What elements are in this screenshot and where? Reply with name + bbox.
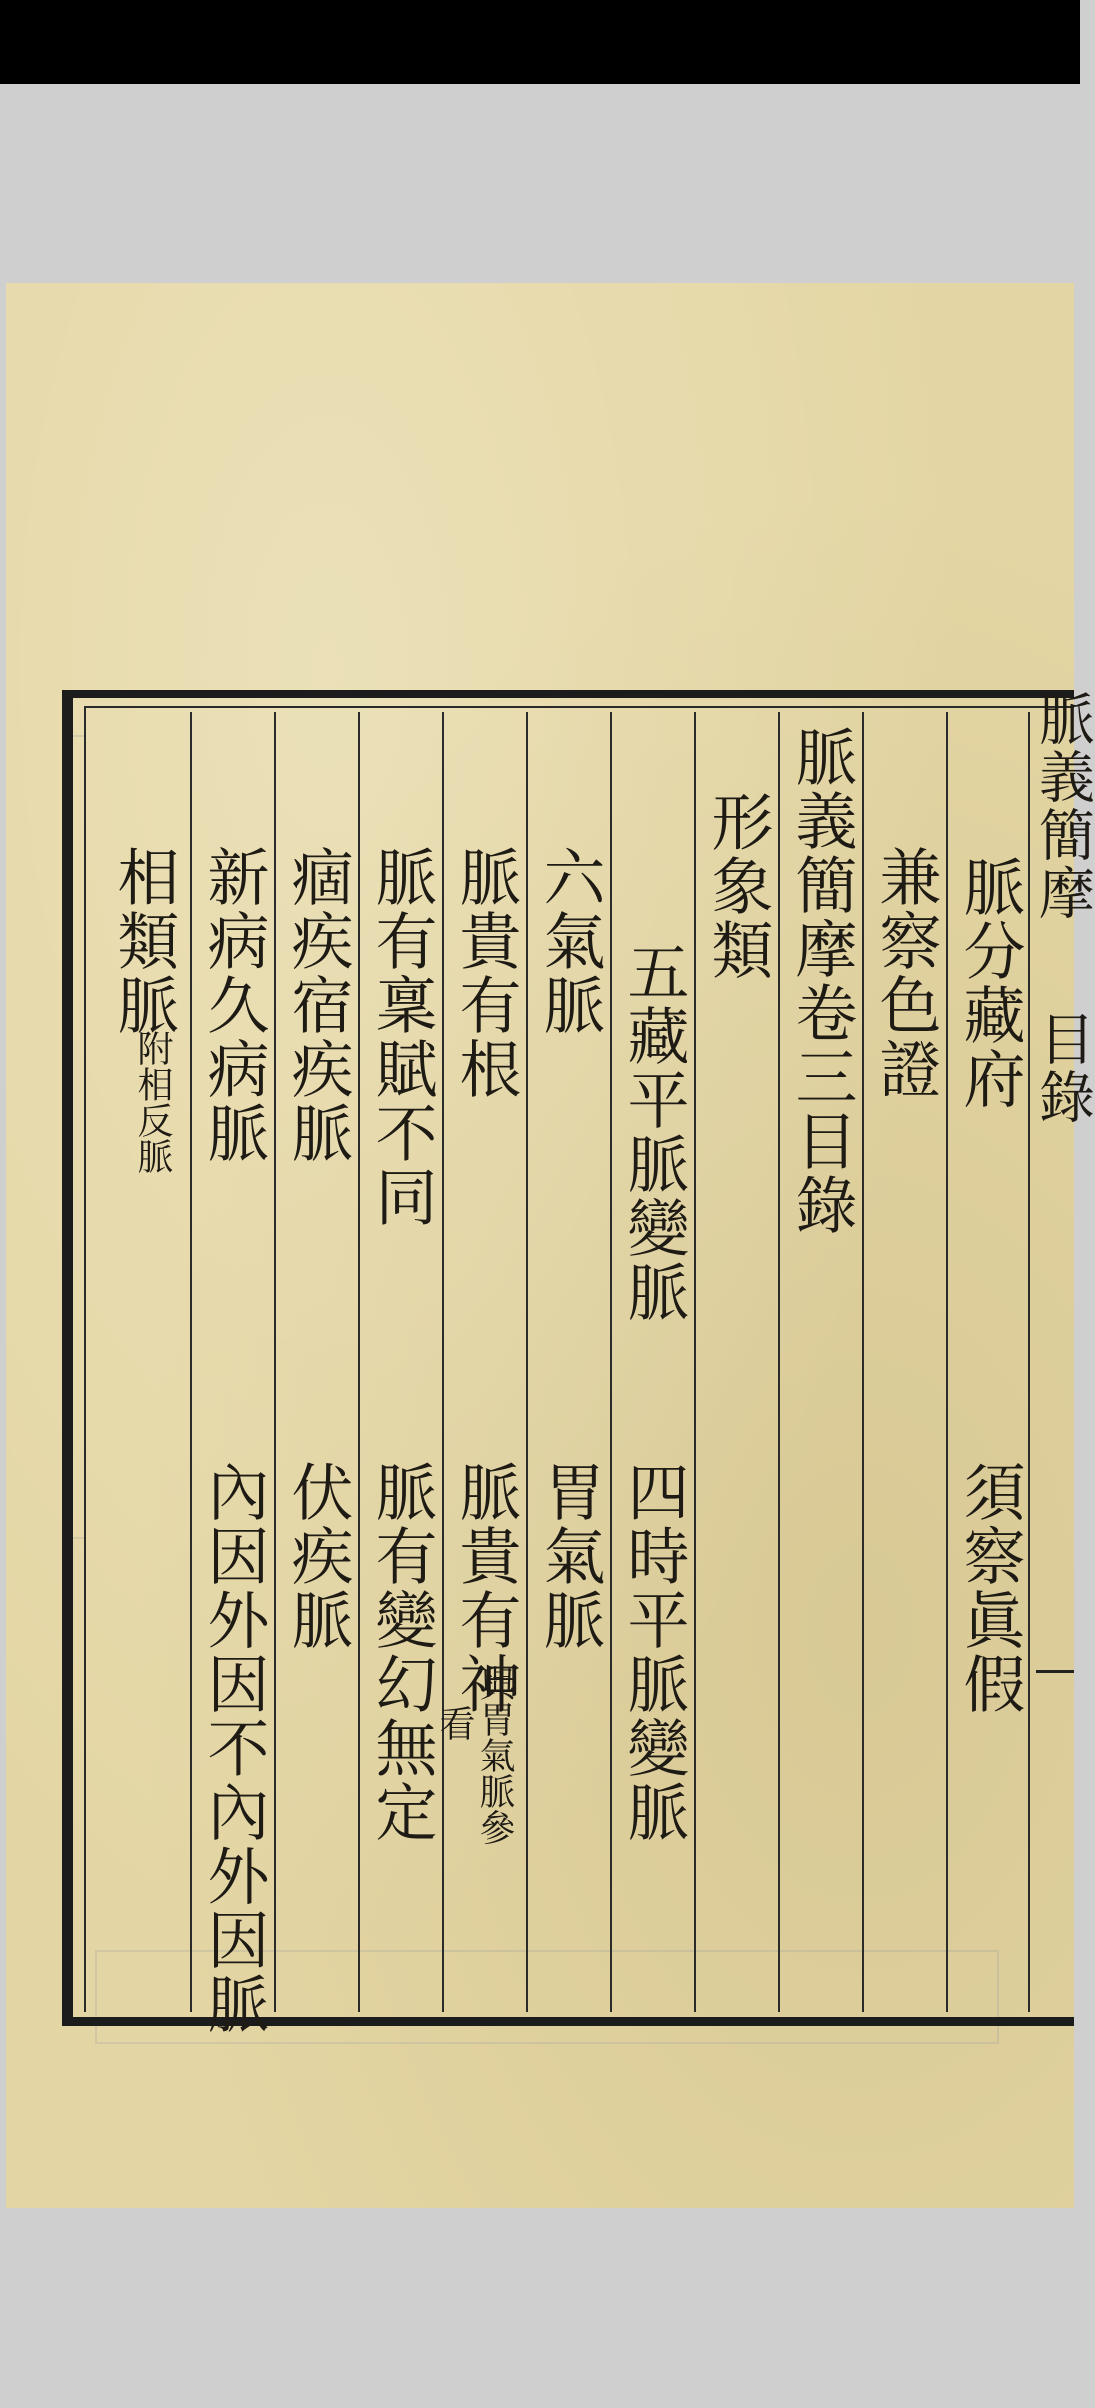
column-rule — [694, 712, 696, 2012]
column-rule — [274, 712, 276, 2012]
entry-similar-pulse: 相類脈 — [107, 845, 180, 1037]
column-rule — [526, 712, 528, 2012]
column-rule — [778, 712, 780, 2012]
column-rule — [442, 712, 444, 2012]
entry-hidden-disease-pulse: 伏疾脈 — [281, 1460, 354, 1652]
volume-title: 脈義簡摩卷三目錄 — [785, 725, 858, 1237]
column-rule — [946, 712, 948, 2012]
annotation-opposite-pulse: 附相反脈 — [132, 1030, 173, 1174]
status-bar — [0, 0, 1080, 84]
entry-endowment: 脈有稟賦不同 — [365, 845, 438, 1229]
book-title: 脈義簡摩 — [1030, 690, 1095, 922]
column-rule — [610, 712, 612, 2012]
entry-chronic-disease-pulse: 痼疾宿疾脈 — [281, 845, 354, 1165]
entry-zang-fu: 脈分藏府 — [953, 855, 1026, 1111]
column-rule — [190, 712, 192, 2012]
entry-new-old-disease: 新病久病脈 — [197, 845, 270, 1165]
inner-border-left — [84, 706, 86, 2012]
entry-stomach-qi-pulse: 胃氣脈 — [533, 1460, 606, 1652]
page-number-mark — [1036, 1670, 1074, 1673]
entry-six-qi-pulse: 六氣脈 — [533, 845, 606, 1037]
inner-border-top — [86, 706, 1074, 708]
entry-four-seasons-pulse: 四時平脈變脈 — [617, 1460, 690, 1844]
entry-changeable-pulse: 脈有變幻無定 — [365, 1460, 438, 1844]
entry-pulse-spirit: 脈貴有神 — [449, 1460, 522, 1716]
category-heading: 形象類 — [701, 790, 774, 982]
annotation-note-tail: 看 — [434, 1705, 475, 1741]
annotation-note: 與胃氣脈參 — [474, 1665, 515, 1845]
entry-five-zang-pulse: 五藏平脈變脈 — [617, 940, 690, 1324]
entry-true-false: 須察眞假 — [953, 1460, 1026, 1716]
entry-internal-external-causes: 內因外因不內外因脈 — [197, 1460, 270, 2036]
section-label: 目錄 — [1030, 1010, 1095, 1126]
column-rule — [862, 712, 864, 2012]
column-rule — [358, 712, 360, 2012]
entry-pulse-root: 脈貴有根 — [449, 845, 522, 1101]
entry-color-signs: 兼察色證 — [869, 845, 942, 1101]
